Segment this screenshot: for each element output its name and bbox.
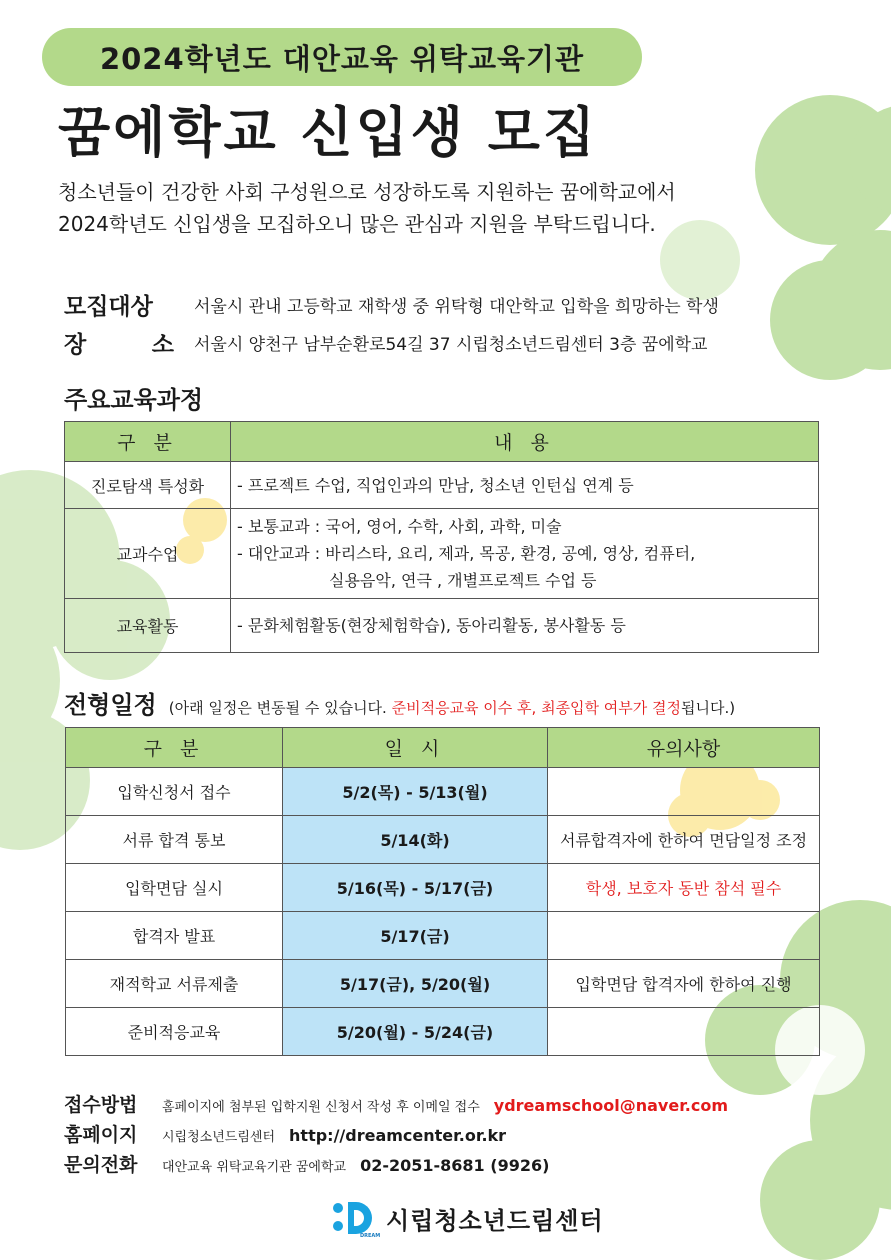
curriculum-line: - 대안교과 : 바리스타, 요리, 제과, 목공, 환경, 공예, 영상, 컴퓨터, <box>237 544 696 563</box>
table-row <box>66 1008 820 1056</box>
schedule-stage: 서류 합격 통보 <box>66 816 283 864</box>
schedule-header-stage: 구 분 <box>66 728 283 768</box>
page-title: 꿈에학교 신입생 모집 <box>58 101 599 164</box>
schedule-note <box>169 697 735 718</box>
schedule-title-row <box>64 685 735 720</box>
curriculum-desc <box>231 509 819 599</box>
org-logo <box>332 1198 604 1238</box>
intro-line-1: 청소년들이 건강한 사회 구성원으로 성장하도록 지원하는 꿈에학교에서 <box>58 180 676 204</box>
intro-line-2: 2024학년도 신입생을 모집하오니 많은 관심과 지원을 부탁드립니다. <box>58 212 656 236</box>
table-row <box>65 599 819 653</box>
contact-method-row <box>64 1090 728 1117</box>
schedule-note-cell: 서류합격자에 한하여 면담일정 조정 <box>548 816 820 864</box>
table-row <box>66 864 820 912</box>
info-target-row <box>64 288 719 321</box>
contact-home-row <box>64 1120 506 1147</box>
schedule-date: 5/17(금) <box>283 912 548 960</box>
schedule-stage: 준비적응교육 <box>66 1008 283 1056</box>
schedule-note-suffix: 됩니다.) <box>681 699 736 717</box>
schedule-note-cell: 학생, 보호자 동반 참석 필수 <box>548 864 820 912</box>
target-value: 서울시 관내 고등학교 재학생 중 위탁형 대안학교 입학을 희망하는 학생 <box>194 297 719 317</box>
place-label-a: 장 <box>64 332 87 358</box>
schedule-stage: 합격자 발표 <box>66 912 283 960</box>
curriculum-category: 진로탐색 특성화 <box>65 462 231 509</box>
curriculum-line: - 프로젝트 수업, 직업인과의 만남, 청소년 인턴십 연계 등 <box>237 475 634 495</box>
table-row <box>65 462 819 509</box>
schedule-date: 5/17(금), 5/20(월) <box>283 960 548 1008</box>
schedule-header-date: 일 시 <box>283 728 548 768</box>
home-desc: 시립청소년드림센터 <box>162 1130 276 1145</box>
place-value: 서울시 양천구 남부순환로54길 37 시립청소년드림센터 3층 꿈에학교 <box>194 335 708 355</box>
curriculum-line: - 문화체험활동(현장체험학습), 동아리활동, 봉사활동 등 <box>237 616 626 635</box>
schedule-note-cell <box>548 1008 820 1056</box>
schedule-note-cell: 입학면담 합격자에 한하여 진행 <box>548 960 820 1008</box>
method-label: 접수방법 <box>64 1094 138 1116</box>
curriculum-line: 실용음악, 연극 , 개별프로젝트 수업 등 <box>329 571 597 590</box>
schedule-note-cell <box>548 912 820 960</box>
curriculum-header-content: 내 용 <box>231 422 819 462</box>
method-desc: 홈페이지에 첨부된 입학지원 신청서 작성 후 이메일 접수 <box>162 1100 480 1115</box>
info-place-row <box>64 326 707 359</box>
schedule-stage: 입학신청서 접수 <box>66 768 283 816</box>
curriculum-desc <box>231 599 819 653</box>
table-row <box>66 816 820 864</box>
contact-phone-row <box>64 1150 549 1177</box>
table-row <box>66 768 820 816</box>
schedule-date: 5/20(월) - 5/24(금) <box>283 1008 548 1056</box>
schedule-table <box>65 727 820 1056</box>
logo-sub-text: DREAM <box>360 1233 381 1239</box>
org-name: 시립청소년드림센터 <box>386 1206 604 1235</box>
schedule-note-prefix: (아래 일정은 변동될 수 있습니다. <box>168 699 392 717</box>
schedule-date: 5/14(화) <box>283 816 548 864</box>
curriculum-header-category: 구 분 <box>65 422 231 462</box>
curriculum-category: 교과수업 <box>65 509 231 599</box>
header-subtitle-pill <box>42 28 642 86</box>
schedule-date: 5/16(목) - 5/17(금) <box>283 864 548 912</box>
curriculum-title: 주요교육과정 <box>64 386 204 414</box>
dream-logo-icon <box>332 1198 381 1239</box>
intro-text <box>58 176 676 240</box>
home-label: 홈페이지 <box>64 1124 138 1146</box>
table-row <box>66 960 820 1008</box>
curriculum-desc <box>231 462 819 509</box>
header-subtitle: 2024학년도 대안교육 위탁교육기관 <box>99 41 585 76</box>
place-label <box>64 326 194 359</box>
schedule-title: 전형일정 <box>64 691 157 719</box>
schedule-header-row <box>66 728 820 768</box>
schedule-header-note: 유의사항 <box>548 728 820 768</box>
curriculum-category: 교육활동 <box>65 599 231 653</box>
curriculum-table <box>64 421 819 653</box>
phone-desc: 대안교육 위탁교육기관 꿈에학교 <box>162 1160 347 1175</box>
schedule-note-highlight: 준비적응교육 이수 후, 최종입학 여부가 결정 <box>391 699 682 717</box>
table-row <box>66 912 820 960</box>
homepage-link[interactable]: http://dreamcenter.or.kr <box>289 1126 507 1145</box>
curriculum-line: - 보통교과 : 국어, 영어, 수학, 사회, 과학, 미술 <box>237 517 562 536</box>
place-label-b: 소 <box>151 332 174 358</box>
schedule-stage: 입학면담 실시 <box>66 864 283 912</box>
schedule-note-cell <box>548 768 820 816</box>
schedule-date: 5/2(목) - 5/13(월) <box>283 768 548 816</box>
schedule-stage: 재적학교 서류제출 <box>66 960 283 1008</box>
phone-number: 02-2051-8681 (9926) <box>360 1156 550 1175</box>
curriculum-header-row <box>65 422 819 462</box>
target-label: 모집대상 <box>64 294 153 320</box>
email-link[interactable]: ydreamschool@naver.com <box>493 1096 729 1115</box>
table-row <box>65 509 819 599</box>
phone-label: 문의전화 <box>64 1154 138 1176</box>
